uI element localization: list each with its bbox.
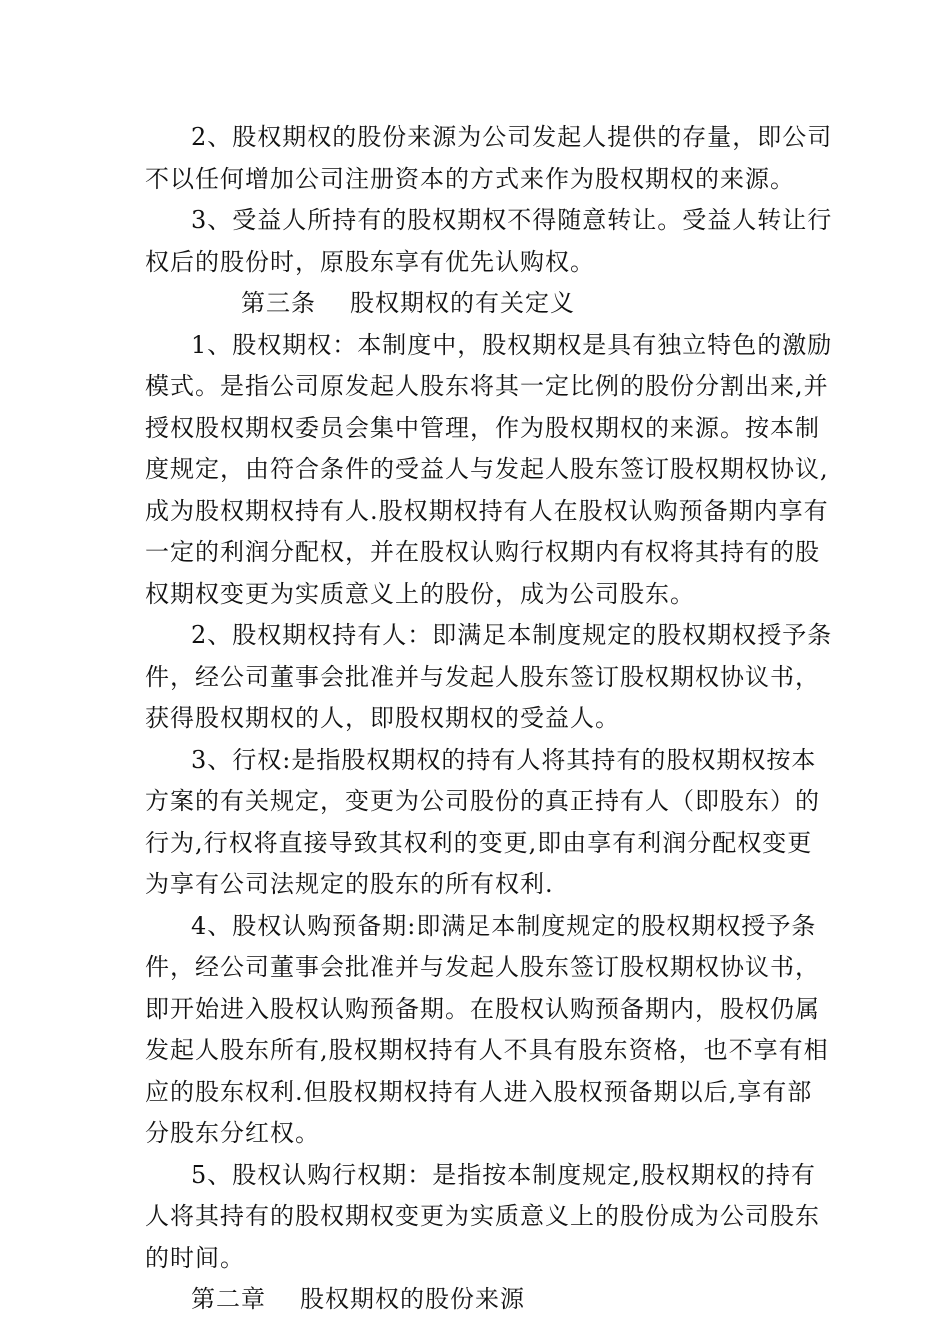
article-title: 股权期权的有关定义 <box>350 289 575 317</box>
paragraph-line: 不以任何增加公司注册资本的方式来作为股权期权的来源。 <box>145 164 795 193</box>
chapter-number: 第二章 <box>191 1285 266 1313</box>
paragraph-line: 模式。是指公司原发起人股东将其一定比例的股份分割出来,并 <box>145 372 829 400</box>
paragraph-line: 人将其持有的股权期权变更为实质意义上的股份成为公司股东 <box>145 1202 820 1230</box>
document-body <box>145 117 833 1321</box>
paragraph-line: 应的股东权利.但股权期权持有人进入股权预备期以后,享有部 <box>145 1077 813 1106</box>
paragraph-line: 获得股权期权的人，即股权期权的受益人。 <box>145 704 620 732</box>
paragraph-line: 权后的股份时，原股东享有优先认购权。 <box>145 247 595 276</box>
paragraph-line: 度规定，由符合条件的受益人与发起人股东签订股权期权协议, <box>145 455 829 483</box>
paragraph-line: 为享有公司法规定的股东的所有权利. <box>145 870 554 898</box>
paragraph-line: 3、受益人所持有的股权期权不得随意转让。受益人转让行 <box>191 206 833 234</box>
paragraph-line: 件，经公司董事会批准并与发起人股东签订股权期权协议书， <box>145 662 820 691</box>
paragraph-line: 成为股权期权持有人.股权期权持有人在股权认购预备期内享有 <box>145 496 829 525</box>
chapter-title: 股权期权的股份来源 <box>300 1285 525 1313</box>
paragraph-line: 件，经公司董事会批准并与发起人股东签订股权期权协议书， <box>145 953 820 981</box>
paragraph-line: 一定的利润分配权，并在股权认购行权期内有权将其持有的股 <box>145 538 820 566</box>
paragraph-line: 发起人股东所有,股权期权持有人不具有股东资格，也不享有相 <box>145 1036 829 1064</box>
article-heading <box>145 283 807 325</box>
paragraph-line: 权期权变更为实质意义上的股份，成为公司股东。 <box>145 579 695 608</box>
paragraph-line: 即开始进入股权认购预备期。在股权认购预备期内，股权仍属 <box>145 994 820 1023</box>
paragraph-line: 分股东分红权。 <box>145 1119 320 1147</box>
paragraph-line: 5、股权认购行权期：是指按本制度规定,股权期权的持有 <box>191 1160 816 1189</box>
paragraph-line: 4、股权认购预备期:即满足本制度规定的股权期权授予条 <box>191 911 817 940</box>
paragraph-line: 1、股权期权：本制度中，股权期权是具有独立特色的激励 <box>191 330 833 359</box>
paragraph-line: 行为,行权将直接导致其权利的变更,即由享有利润分配权变更 <box>145 828 813 857</box>
chapter-heading <box>145 1279 807 1321</box>
paragraph-line: 2、股权期权的股份来源为公司发起人提供的存量，即公司 <box>191 123 833 151</box>
paragraph-line: 3、行权:是指股权期权的持有人将其持有的股权期权按本 <box>191 745 817 774</box>
paragraph-line: 方案的有关规定，变更为公司股份的真正持有人（即股东）的 <box>145 787 820 815</box>
paragraph-line: 授权股权期权委员会集中管理，作为股权期权的来源。按本制 <box>145 413 820 442</box>
paragraph-line: 2、股权期权持有人：即满足本制度规定的股权期权授予条 <box>191 621 833 649</box>
article-number: 第三条 <box>241 289 316 317</box>
paragraph-line: 的时间。 <box>145 1243 245 1272</box>
